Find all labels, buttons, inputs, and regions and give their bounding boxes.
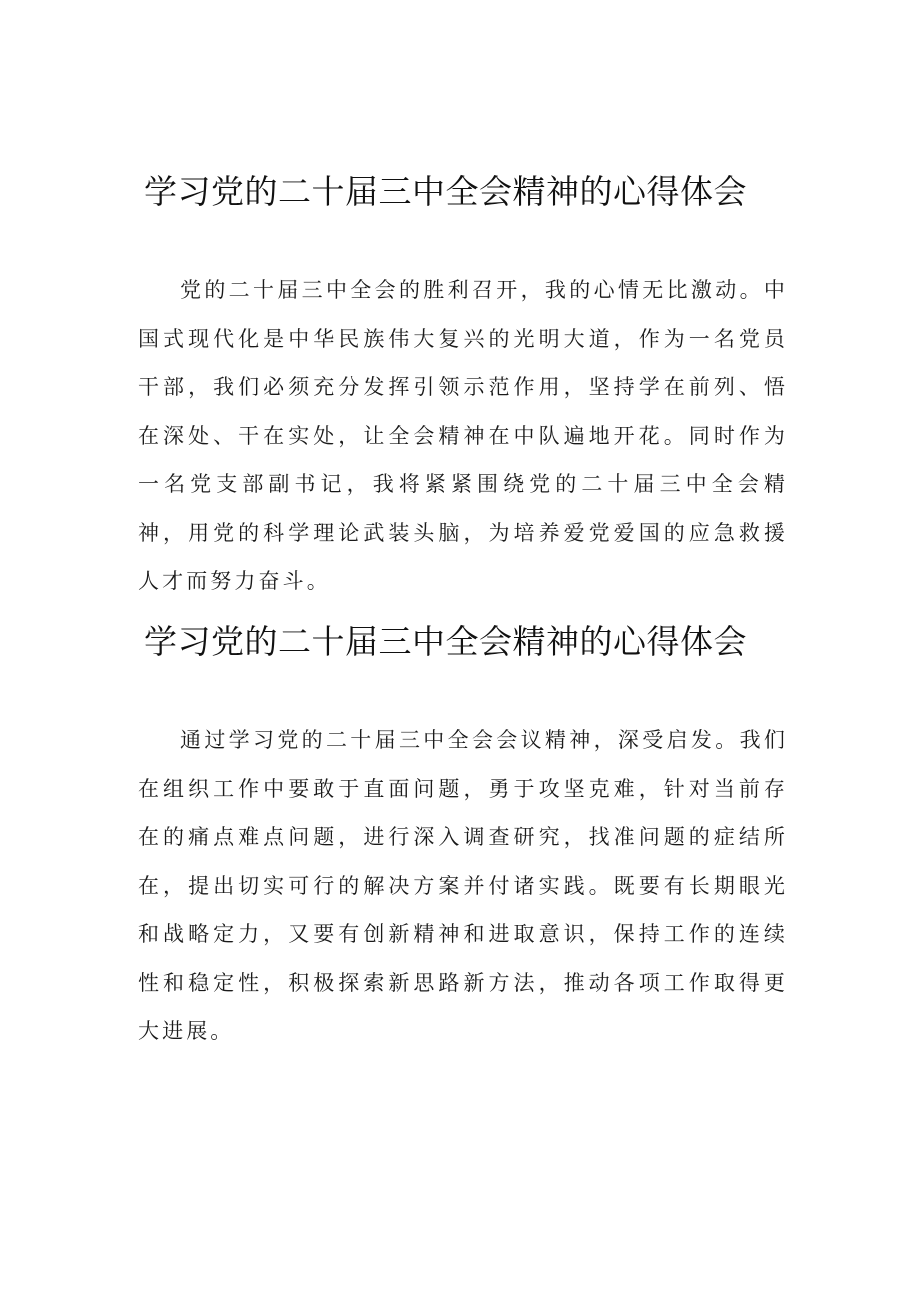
essay-paragraph: 通过学习党的二十届三中全会会议精神，深受启发。我们在组织工作中要敢于直面问题，勇于攻坚克难，针对当前存在的痛点难点问题，进行深入调查研究，找准问题的症结所在，提出切实可行的解决方案并付诸实践。既要有长期眼光和战略定力，又要有创新精神和进取意识，保持工作的连续性和稳定性，积极探索新思路新方法，推动各项工作取得更大进展。 [138,728,788,1043]
essay-title: 学习党的二十届三中全会精神的心得体会 [144,622,747,661]
essay-title: 学习党的二十届三中全会精神的心得体会 [144,172,747,211]
essay-paragraph: 党的二十届三中全会的胜利召开，我的心情无比激动。中国式现代化是中华民族伟大复兴的光明大道，作为一名党员干部，我们必须充分发挥引领示范作用，坚持学在前列、悟在深处、干在实处，让全会精神在中队遍地开花。同时作为一名党支部副书记，我将紧紧围绕党的二十届三中全会精神，用党的科学理论武装头脑，为培养爱党爱国的应急救援人才而努力奋斗。 [138,278,788,593]
essay-section-2 [138,620,788,1056]
essay-section-1 [138,170,788,606]
